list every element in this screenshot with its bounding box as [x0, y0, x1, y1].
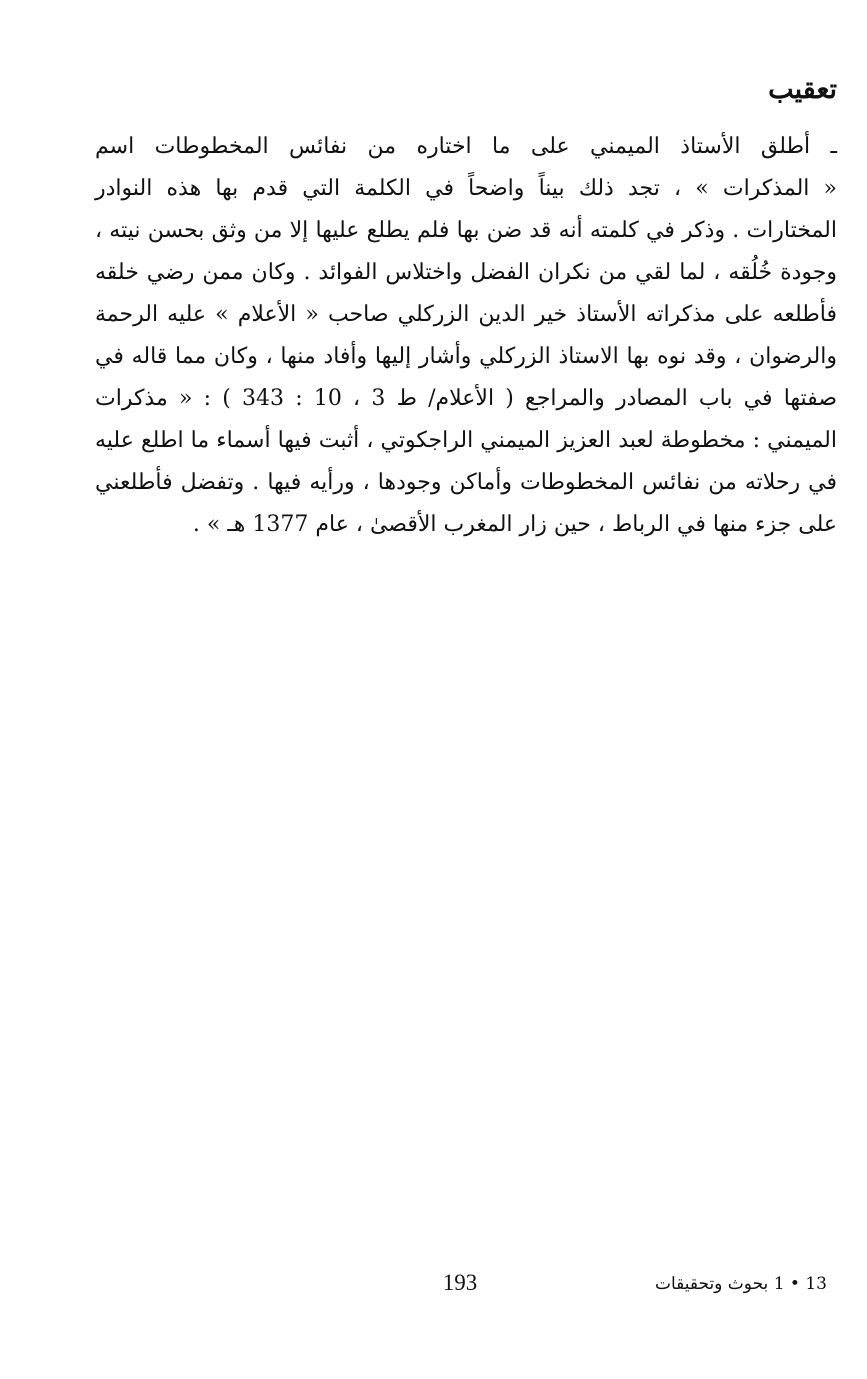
- page-number: 193: [442, 1270, 478, 1295]
- paragraph-line: على جزء منها في الرباط ، حين زار المغرب الأقصىٰ ، عام 1377 هـ » .: [192, 512, 837, 537]
- running-title: 13 • 1 بحوث وتحقيقات: [654, 1274, 827, 1294]
- body-paragraph: [95, 126, 837, 546]
- paragraph-line: والرضوان ، وقد نوه بها الاستاذ الزركلي وأشار إليها وأفاد منها ، وكان مما قاله في: [95, 344, 837, 369]
- section-heading: تعقيب: [768, 74, 837, 105]
- paragraph-line: صفتها في باب المصادر والمراجع ( الأعلام/ ط 3 ، 10 : 343 ) : « مذكرات: [95, 386, 837, 411]
- paragraph-line: وجودة خُلُقه ، لما لقي من نكران الفضل واختلاس الفوائد . وكان ممن رضي خلقه: [95, 260, 837, 285]
- paragraph-line: « المذكرات » ، تجد ذلك بيناً واضحاً في الكلمة التي قدم بها هذه النوادر: [95, 176, 837, 201]
- paragraph-line: المختارات . وذكر في كلمته أنه قد ضن بها فلم يطلع عليها إلا من وثق بحسن نيته ،: [95, 218, 837, 243]
- paragraph-line: الميمني : مخطوطة لعبد العزيز الميمني الراجكوتي ، أثبت فيها أسماء ما اطلع عليه: [95, 428, 837, 453]
- paragraph-line: فأطلعه على مذكراته الأستاذ خير الدين الزركلي صاحب « الأعلام » عليه الرحمة: [95, 302, 837, 327]
- paragraph-line: في رحلاته من نفائس المخطوطات وأماكن وجودها ، ورأيه فيها . وتفضل فأطلعني: [95, 470, 837, 495]
- paragraph-line: ـ أطلق الأستاذ الميمني على ما اختاره من نفائس المخطوطات اسم: [95, 134, 837, 159]
